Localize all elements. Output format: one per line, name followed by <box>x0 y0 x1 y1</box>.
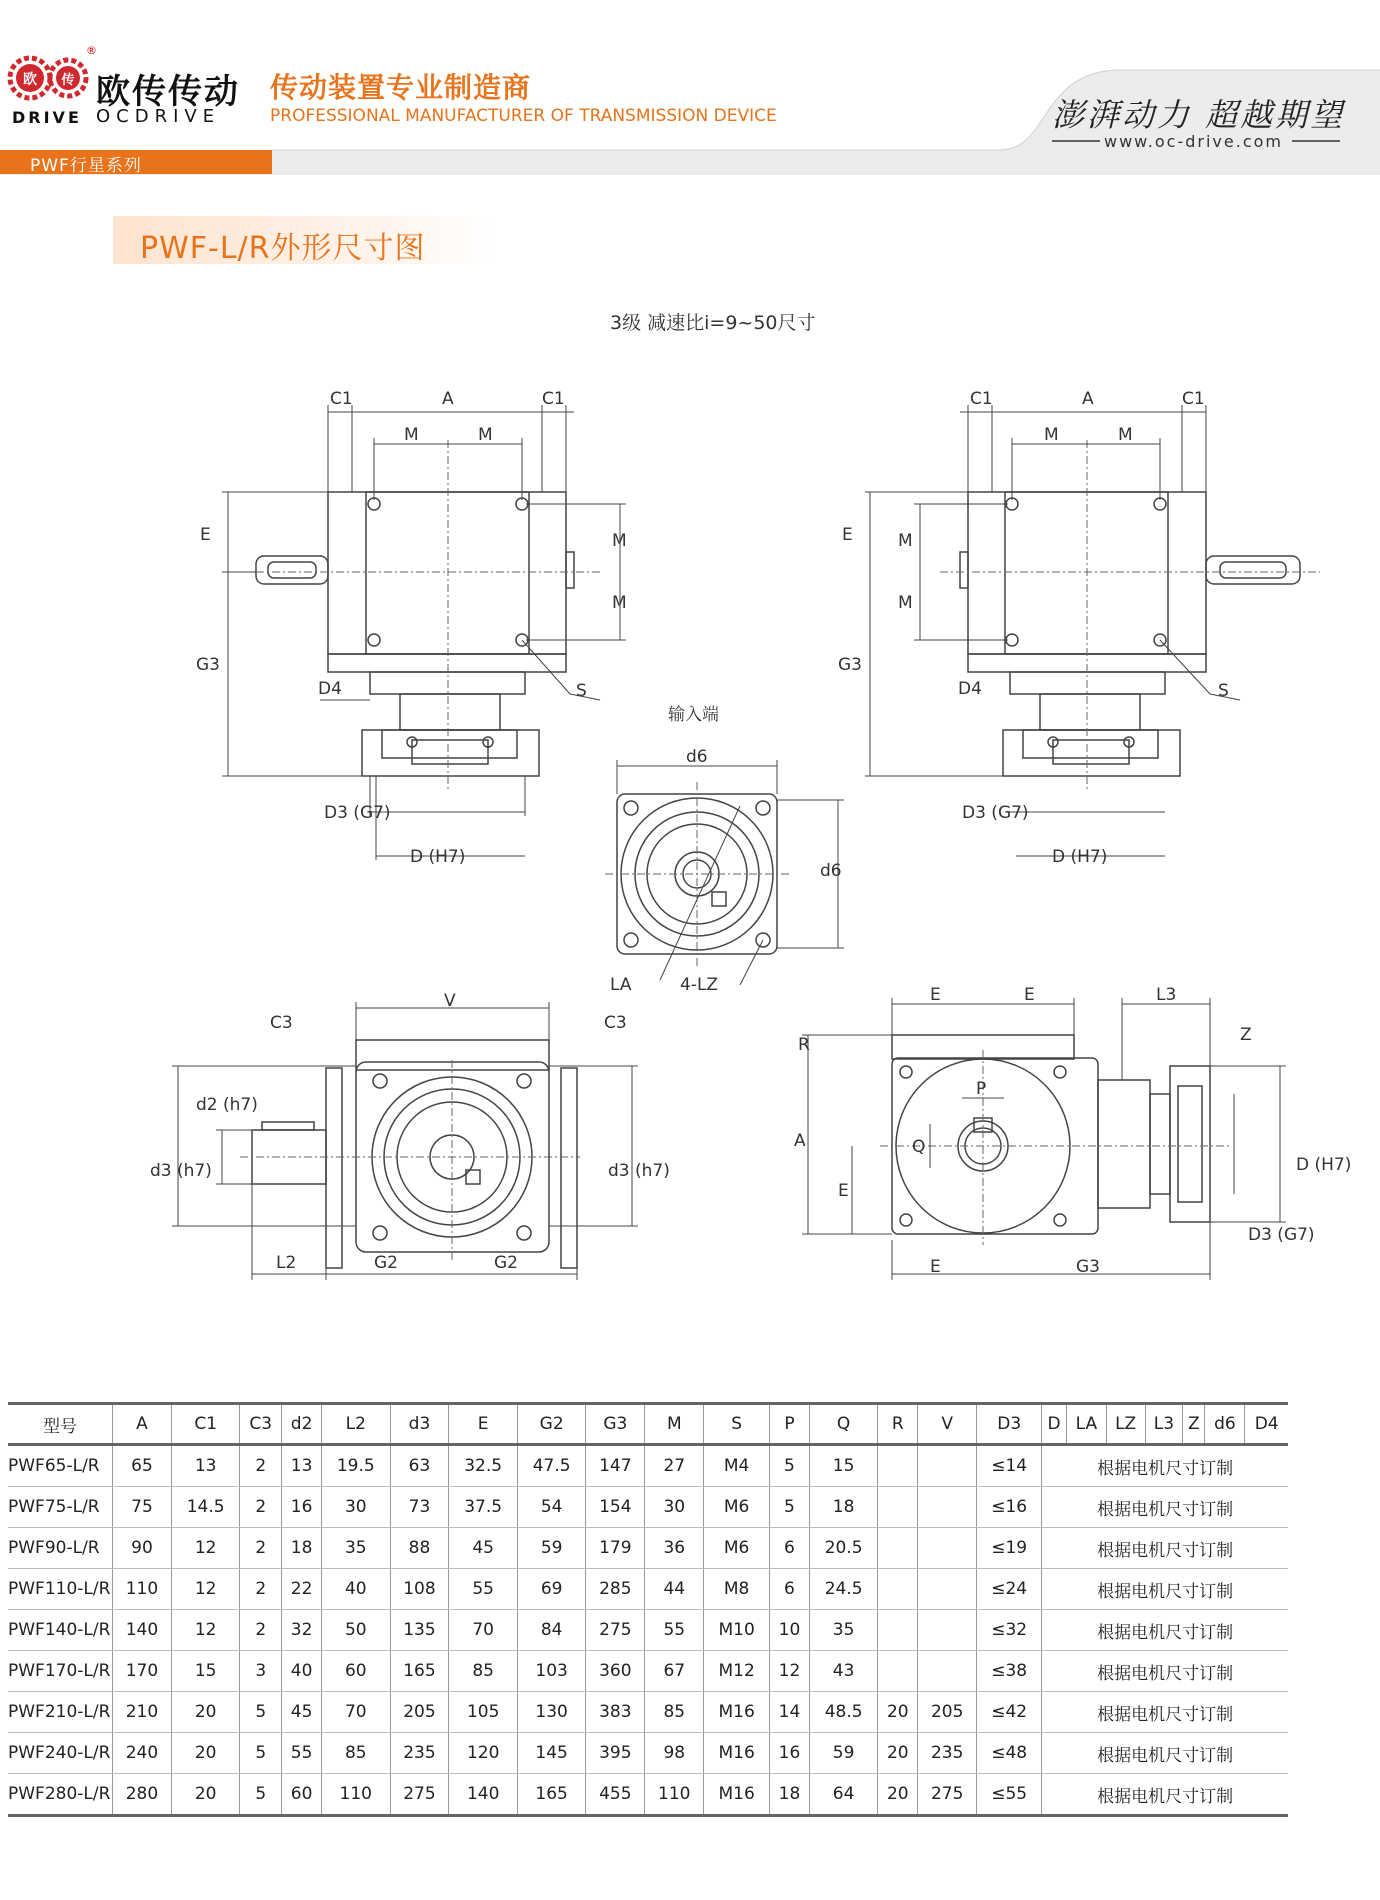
table-cell: 55 <box>282 1733 322 1774</box>
table-cell <box>878 1651 918 1692</box>
table-cell: 20 <box>878 1774 918 1816</box>
column-header: 型号 <box>8 1404 113 1445</box>
dim-g3-side: G3 <box>1076 1257 1100 1277</box>
slogan: 澎湃动力 超越期望 <box>1052 96 1346 134</box>
dim-q: Q <box>912 1137 926 1157</box>
spec-table-header-row <box>8 1404 1288 1445</box>
table-cell: M10 <box>704 1610 770 1651</box>
dim-d4-right: D4 <box>958 679 982 699</box>
column-header: D4 <box>1245 1404 1288 1445</box>
dim-e-side-d: E <box>930 1257 941 1277</box>
dim-m-left-b: M <box>478 425 493 445</box>
table-cell: 140 <box>449 1774 517 1816</box>
dim-d3-right-view: d3 (h7) <box>608 1161 670 1181</box>
table-cell <box>918 1610 977 1651</box>
table-cell: 395 <box>586 1733 645 1774</box>
dim-e-side-b: E <box>1024 985 1035 1005</box>
dim-a-left: A <box>442 389 454 409</box>
column-header: L3 <box>1145 1404 1183 1445</box>
dim-z: Z <box>1240 1025 1252 1045</box>
dim-d4-left: D4 <box>318 679 342 699</box>
dim-d3-right: D3 (G7) <box>962 803 1029 823</box>
table-cell: 12 <box>171 1528 239 1569</box>
table-cell: 154 <box>586 1487 645 1528</box>
table-cell: PWF240-L/R <box>8 1733 113 1774</box>
table-cell: 69 <box>517 1569 585 1610</box>
table-cell: 85 <box>645 1692 704 1733</box>
table-cell: 18 <box>809 1487 877 1528</box>
table-cell: 24.5 <box>809 1569 877 1610</box>
table-cell: 19.5 <box>322 1445 390 1487</box>
table-cell: 44 <box>645 1569 704 1610</box>
table-cell <box>878 1569 918 1610</box>
spec-table <box>8 1402 1288 1817</box>
dim-d-right: D (H7) <box>1052 847 1108 867</box>
table-cell: 2 <box>240 1610 282 1651</box>
dim-d-left: D (H7) <box>410 847 466 867</box>
table-cell: 59 <box>809 1733 877 1774</box>
table-cell: PWF75-L/R <box>8 1487 113 1528</box>
table-row <box>8 1692 1288 1733</box>
table-cell: 30 <box>645 1487 704 1528</box>
dim-g3-right: G3 <box>838 655 862 675</box>
table-cell: 120 <box>449 1733 517 1774</box>
dim-c3-right: C3 <box>604 1013 627 1033</box>
table-cell: 84 <box>517 1610 585 1651</box>
table-cell: 18 <box>282 1528 322 1569</box>
table-cell: 73 <box>390 1487 449 1528</box>
dim-lz: 4-LZ <box>680 975 719 995</box>
table-row <box>8 1610 1288 1651</box>
table-cell: M6 <box>704 1528 770 1569</box>
table-cell: 110 <box>113 1569 172 1610</box>
table-cell: PWF110-L/R <box>8 1569 113 1610</box>
dim-c1-left-a: C1 <box>330 389 353 409</box>
tagline-cn: 传动装置专业制造商 <box>270 71 532 104</box>
table-cell: 105 <box>449 1692 517 1733</box>
table-cell: PWF170-L/R <box>8 1651 113 1692</box>
column-header: R <box>878 1404 918 1445</box>
table-cell: 70 <box>322 1692 390 1733</box>
table-cell: 65 <box>113 1445 172 1487</box>
dim-g3-left: G3 <box>196 655 220 675</box>
table-cell: 43 <box>809 1651 877 1692</box>
dim-m-right-b: M <box>1118 425 1133 445</box>
dim-m-left-d: M <box>612 593 627 613</box>
table-cell: 40 <box>282 1651 322 1692</box>
dim-r: R <box>798 1035 810 1055</box>
dim-d3-side: D3 (G7) <box>1248 1225 1315 1245</box>
table-cell: 235 <box>918 1733 977 1774</box>
table-cell: 110 <box>645 1774 704 1816</box>
table-cell: ≤16 <box>977 1487 1042 1528</box>
company-name-en-1: DRIVE <box>12 108 82 127</box>
dim-m-right-c: M <box>898 531 913 551</box>
table-cell <box>878 1610 918 1651</box>
table-cell: 20 <box>878 1733 918 1774</box>
table-cell: 98 <box>645 1733 704 1774</box>
company-name-en-2: OCDRIVE <box>96 106 221 127</box>
table-cell: 60 <box>322 1651 390 1692</box>
custom-note-cell: 根据电机尺寸订制 <box>1042 1692 1288 1733</box>
table-cell: 20 <box>171 1774 239 1816</box>
dim-m-left-a: M <box>404 425 419 445</box>
table-cell: 30 <box>322 1487 390 1528</box>
table-cell: 12 <box>770 1651 810 1692</box>
table-cell: 12 <box>171 1569 239 1610</box>
table-cell: ≤38 <box>977 1651 1042 1692</box>
column-header: C3 <box>240 1404 282 1445</box>
dim-l2: L2 <box>276 1253 297 1273</box>
table-cell: 75 <box>113 1487 172 1528</box>
dim-e-right: E <box>842 525 853 545</box>
table-row <box>8 1651 1288 1692</box>
table-cell: 70 <box>449 1610 517 1651</box>
table-cell <box>918 1569 977 1610</box>
custom-note-cell: 根据电机尺寸订制 <box>1042 1445 1288 1487</box>
table-row <box>8 1733 1288 1774</box>
table-cell: 275 <box>390 1774 449 1816</box>
table-row <box>8 1445 1288 1487</box>
table-cell: 16 <box>770 1733 810 1774</box>
dim-e-left: E <box>200 525 211 545</box>
custom-note-cell: 根据电机尺寸订制 <box>1042 1528 1288 1569</box>
dim-s-right: S <box>1218 681 1229 701</box>
column-header: Z <box>1183 1404 1205 1445</box>
table-cell: 16 <box>282 1487 322 1528</box>
series-label: PWF行星系列 <box>30 156 142 176</box>
website-text: www.oc-drive.com <box>1104 132 1283 151</box>
table-cell: 64 <box>809 1774 877 1816</box>
table-cell: 13 <box>171 1445 239 1487</box>
table-cell: PWF90-L/R <box>8 1528 113 1569</box>
table-cell: 32 <box>282 1610 322 1651</box>
table-cell: M8 <box>704 1569 770 1610</box>
dim-c1-right-a: C1 <box>970 389 993 409</box>
table-cell: 5 <box>770 1487 810 1528</box>
custom-note-cell: 根据电机尺寸订制 <box>1042 1569 1288 1610</box>
column-header: G3 <box>586 1404 645 1445</box>
table-cell: 60 <box>282 1774 322 1816</box>
dim-d6-top: d6 <box>686 747 708 767</box>
table-cell: 50 <box>322 1610 390 1651</box>
table-cell: 13 <box>282 1445 322 1487</box>
column-header: M <box>645 1404 704 1445</box>
table-cell: 2 <box>240 1569 282 1610</box>
table-cell: 18 <box>770 1774 810 1816</box>
table-cell: 48.5 <box>809 1692 877 1733</box>
table-cell: M6 <box>704 1487 770 1528</box>
dim-v: V <box>444 991 456 1011</box>
dim-a-side: A <box>794 1131 806 1151</box>
section-title: PWF-L/R外形尺寸图 <box>140 231 426 266</box>
table-cell: 285 <box>586 1569 645 1610</box>
table-cell <box>878 1445 918 1487</box>
table-cell: 2 <box>240 1445 282 1487</box>
table-cell: 59 <box>517 1528 585 1569</box>
column-header: LZ <box>1106 1404 1145 1445</box>
column-header: D3 <box>977 1404 1042 1445</box>
registered-mark: ® <box>86 44 97 57</box>
table-cell: 54 <box>517 1487 585 1528</box>
spec-table-body <box>8 1445 1288 1816</box>
dim-s-left: S <box>576 681 587 701</box>
table-cell: M16 <box>704 1774 770 1816</box>
dim-d2: d2 (h7) <box>196 1095 258 1115</box>
dim-m-right-d: M <box>898 593 913 613</box>
table-cell <box>918 1445 977 1487</box>
table-cell: 88 <box>390 1528 449 1569</box>
column-header: E <box>449 1404 517 1445</box>
table-cell: 15 <box>171 1651 239 1692</box>
table-cell: 37.5 <box>449 1487 517 1528</box>
table-cell: 20 <box>171 1733 239 1774</box>
table-cell: 205 <box>918 1692 977 1733</box>
table-cell: 27 <box>645 1445 704 1487</box>
column-header: d2 <box>282 1404 322 1445</box>
table-cell: 205 <box>390 1692 449 1733</box>
table-cell: 35 <box>809 1610 877 1651</box>
dim-l3: L3 <box>1156 985 1177 1005</box>
table-cell: 170 <box>113 1651 172 1692</box>
table-cell: 85 <box>322 1733 390 1774</box>
table-cell: 210 <box>113 1692 172 1733</box>
table-cell: 2 <box>240 1528 282 1569</box>
table-cell: 275 <box>586 1610 645 1651</box>
table-cell: 383 <box>586 1692 645 1733</box>
output-end-view-left <box>252 1040 577 1268</box>
table-cell <box>918 1651 977 1692</box>
table-cell: 63 <box>390 1445 449 1487</box>
table-cell <box>878 1487 918 1528</box>
dim-p: P <box>976 1079 987 1099</box>
table-row <box>8 1528 1288 1569</box>
dim-m-right-a: M <box>1044 425 1059 445</box>
table-cell: 108 <box>390 1569 449 1610</box>
table-cell: 32.5 <box>449 1445 517 1487</box>
tagline-en: PROFESSIONAL MANUFACTURER OF TRANSMISSION DEVICE <box>270 106 777 126</box>
table-cell: 165 <box>390 1651 449 1692</box>
table-cell: 45 <box>449 1528 517 1569</box>
table-cell <box>878 1528 918 1569</box>
table-cell: 14 <box>770 1692 810 1733</box>
table-cell: 2 <box>240 1487 282 1528</box>
table-cell: ≤14 <box>977 1445 1042 1487</box>
table-cell: 20.5 <box>809 1528 877 1569</box>
table-cell: 36 <box>645 1528 704 1569</box>
table-cell: 12 <box>171 1610 239 1651</box>
table-row <box>8 1569 1288 1610</box>
table-cell: 45 <box>282 1692 322 1733</box>
table-cell: 5 <box>240 1692 282 1733</box>
section-subtitle: 3级 减速比i=9~50尺寸 <box>610 312 816 334</box>
dim-m-left-c: M <box>612 531 627 551</box>
column-header: D <box>1042 1404 1067 1445</box>
logo-badge-2: 传 <box>61 73 75 88</box>
table-cell: 130 <box>517 1692 585 1733</box>
custom-note-cell: 根据电机尺寸订制 <box>1042 1733 1288 1774</box>
table-cell: 275 <box>918 1774 977 1816</box>
custom-note-cell: 根据电机尺寸订制 <box>1042 1487 1288 1528</box>
dim-e-side-a: E <box>930 985 941 1005</box>
dim-e-side-c: E <box>838 1181 849 1201</box>
front-view-right <box>960 492 1300 776</box>
table-row <box>8 1487 1288 1528</box>
dim-d-side: D (H7) <box>1296 1155 1352 1175</box>
table-cell: 67 <box>645 1651 704 1692</box>
table-cell: ≤55 <box>977 1774 1042 1816</box>
custom-note-cell: 根据电机尺寸订制 <box>1042 1651 1288 1692</box>
dim-d3-left: D3 (G7) <box>324 803 391 823</box>
table-cell: 55 <box>449 1569 517 1610</box>
column-header: LA <box>1067 1404 1107 1445</box>
custom-note-cell: 根据电机尺寸订制 <box>1042 1774 1288 1816</box>
table-cell: 360 <box>586 1651 645 1692</box>
table-cell: 6 <box>770 1528 810 1569</box>
table-cell: 15 <box>809 1445 877 1487</box>
table-cell: ≤24 <box>977 1569 1042 1610</box>
table-cell: M16 <box>704 1733 770 1774</box>
table-cell <box>918 1528 977 1569</box>
table-cell: 455 <box>586 1774 645 1816</box>
column-header: L2 <box>322 1404 390 1445</box>
table-cell: 40 <box>322 1569 390 1610</box>
custom-note-cell: 根据电机尺寸订制 <box>1042 1610 1288 1651</box>
dim-a-right: A <box>1082 389 1094 409</box>
table-cell: PWF280-L/R <box>8 1774 113 1816</box>
table-cell: 10 <box>770 1610 810 1651</box>
table-cell: 145 <box>517 1733 585 1774</box>
column-header: P <box>770 1404 810 1445</box>
dim-c3-left: C3 <box>270 1013 293 1033</box>
table-cell: 14.5 <box>171 1487 239 1528</box>
column-header: C1 <box>171 1404 239 1445</box>
column-header: d6 <box>1205 1404 1245 1445</box>
front-view-left <box>256 492 574 776</box>
column-header: A <box>113 1404 172 1445</box>
table-cell: 235 <box>390 1733 449 1774</box>
table-cell: 85 <box>449 1651 517 1692</box>
dim-c1-right-b: C1 <box>1182 389 1205 409</box>
spec-table-head <box>8 1404 1288 1445</box>
table-cell: ≤42 <box>977 1692 1042 1733</box>
dim-d3-left-view: d3 (h7) <box>150 1161 212 1181</box>
company-name-cn: 欧传传动 <box>96 72 240 112</box>
table-cell <box>918 1487 977 1528</box>
table-cell: 90 <box>113 1528 172 1569</box>
table-cell: 5 <box>770 1445 810 1487</box>
table-cell: 147 <box>586 1445 645 1487</box>
dim-g2-b: G2 <box>494 1253 518 1273</box>
table-cell: 103 <box>517 1651 585 1692</box>
table-cell: 22 <box>282 1569 322 1610</box>
table-cell: ≤19 <box>977 1528 1042 1569</box>
column-header: S <box>704 1404 770 1445</box>
dim-d6-side: d6 <box>820 861 842 881</box>
dim-c1-left-b: C1 <box>542 389 565 409</box>
table-cell: PWF210-L/R <box>8 1692 113 1733</box>
table-cell: 5 <box>240 1774 282 1816</box>
table-row <box>8 1774 1288 1816</box>
table-cell: 165 <box>517 1774 585 1816</box>
table-cell: M12 <box>704 1651 770 1692</box>
column-header: d3 <box>390 1404 449 1445</box>
table-cell: M16 <box>704 1692 770 1733</box>
table-cell: 240 <box>113 1733 172 1774</box>
column-header: G2 <box>517 1404 585 1445</box>
table-cell: 110 <box>322 1774 390 1816</box>
table-cell: 179 <box>586 1528 645 1569</box>
table-cell: 140 <box>113 1610 172 1651</box>
table-cell: 20 <box>878 1692 918 1733</box>
logo-badge-1: 欧 <box>23 72 37 88</box>
table-cell: 5 <box>240 1733 282 1774</box>
column-header: V <box>918 1404 977 1445</box>
dim-la: LA <box>610 975 632 995</box>
table-cell: 280 <box>113 1774 172 1816</box>
table-cell: PWF65-L/R <box>8 1445 113 1487</box>
table-cell: 47.5 <box>517 1445 585 1487</box>
table-cell: ≤48 <box>977 1733 1042 1774</box>
input-end-label: 输入端 <box>668 705 719 725</box>
table-cell: 3 <box>240 1651 282 1692</box>
table-cell: M4 <box>704 1445 770 1487</box>
table-cell: 55 <box>645 1610 704 1651</box>
table-cell: 35 <box>322 1528 390 1569</box>
column-header: Q <box>809 1404 877 1445</box>
table-cell: ≤32 <box>977 1610 1042 1651</box>
side-view-right <box>892 1035 1210 1234</box>
table-cell: 135 <box>390 1610 449 1651</box>
table-cell: PWF140-L/R <box>8 1610 113 1651</box>
table-cell: 20 <box>171 1692 239 1733</box>
dim-g2-a: G2 <box>374 1253 398 1273</box>
table-cell: 6 <box>770 1569 810 1610</box>
